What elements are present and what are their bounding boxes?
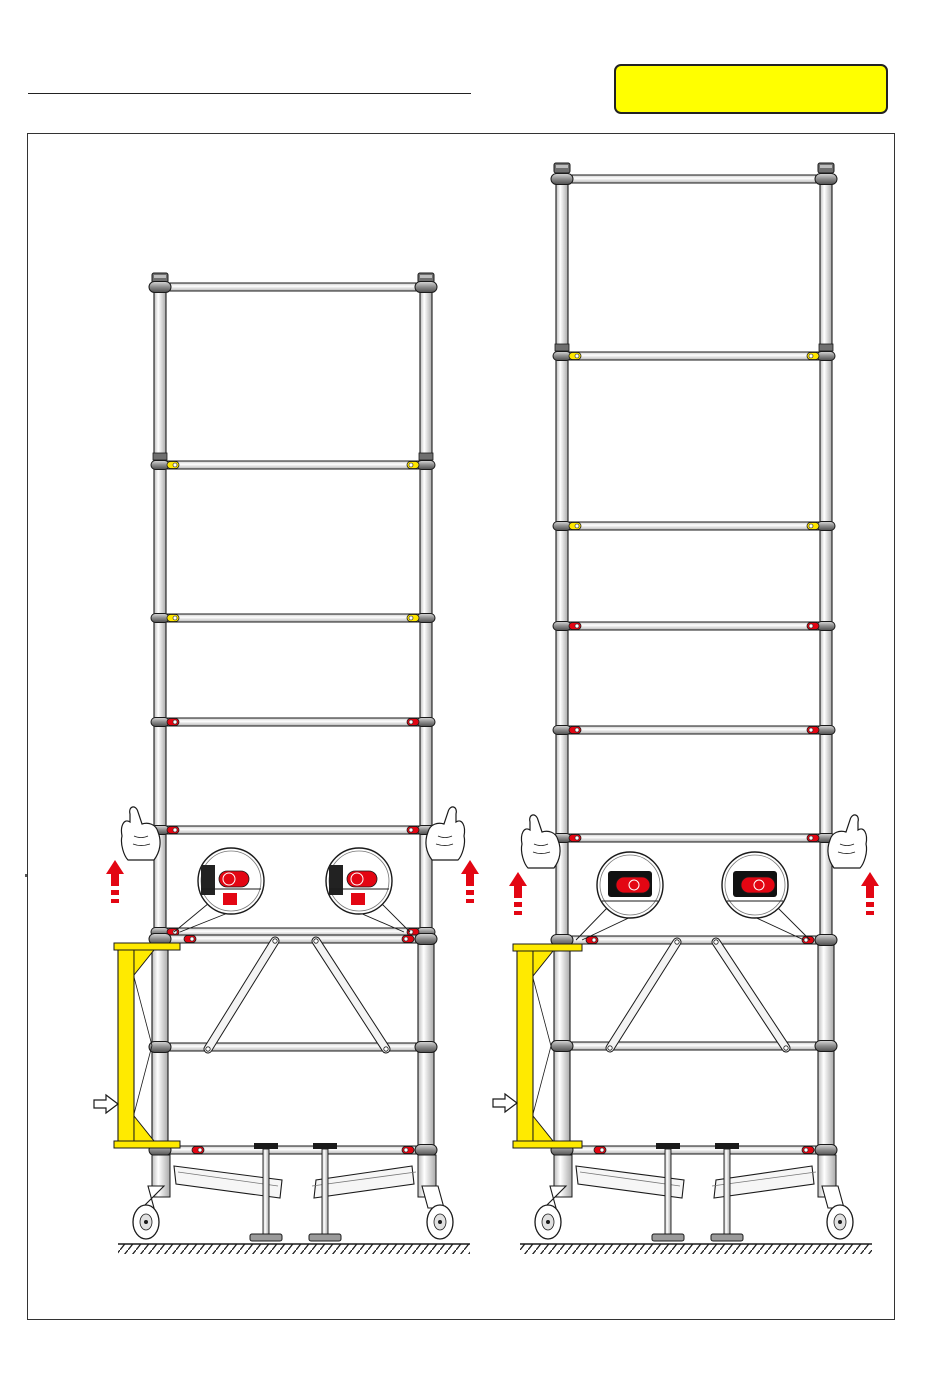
lift-arrow-icon <box>861 872 879 915</box>
stabilizer-top-plate <box>656 1143 680 1149</box>
rung-lock-pin <box>409 828 413 832</box>
lock-magnifier-icon <box>722 852 810 940</box>
rung-lock-pin <box>809 524 813 528</box>
rung-lock-pin <box>809 624 813 628</box>
tube-end-cap-highlight <box>420 275 432 278</box>
stabilizer-top-plate <box>254 1143 278 1149</box>
telescopic-collar <box>819 344 833 351</box>
lift-arrow-head <box>461 860 479 886</box>
rung <box>160 283 426 291</box>
stabilizer-foot-pad <box>309 1234 341 1241</box>
ground-hatching <box>520 1244 872 1254</box>
rung <box>160 461 426 469</box>
lift-arrow-dash <box>866 902 874 907</box>
rung-clamp <box>417 614 435 623</box>
rung <box>562 352 826 360</box>
telescopic-collar <box>555 344 569 351</box>
rung-clamp <box>149 1042 171 1053</box>
rung-clamp <box>553 352 571 361</box>
telescopic-collar <box>419 453 433 460</box>
rung <box>160 935 426 943</box>
rung <box>562 622 826 630</box>
ground-hatch-icon <box>520 1244 872 1254</box>
tube-end-cap-highlight <box>820 165 832 168</box>
hand-grip-icon <box>828 815 867 868</box>
stabilizer-screw <box>263 1149 269 1235</box>
brace-pivot <box>784 1046 788 1050</box>
rung-lock-pin <box>592 938 596 942</box>
rung-clamp <box>415 934 437 945</box>
rung-clamp <box>817 726 835 735</box>
rung-clamp <box>815 174 837 185</box>
lift-arrow-dash <box>466 890 474 895</box>
rung-clamp <box>151 614 169 623</box>
rung-lock-pin <box>173 828 177 832</box>
rung-clamp <box>415 1042 437 1053</box>
brace-pivot <box>314 939 318 943</box>
bracket-edge <box>533 978 551 1046</box>
rung-clamp <box>551 174 573 185</box>
lift-arrow-icon <box>461 860 479 903</box>
stabilizer-foot-pad <box>250 1234 282 1241</box>
stabilizer-screw <box>724 1149 730 1235</box>
ground-hatch-icon <box>118 1244 470 1254</box>
stabilizer-foot-pad <box>711 1234 743 1241</box>
rung-lock-pin <box>409 720 413 724</box>
detail-lock-tab <box>616 877 650 893</box>
brace-pivot <box>206 1047 210 1051</box>
caster-axle <box>438 1220 442 1224</box>
rung-clamp <box>149 282 171 293</box>
rung-clamp <box>817 522 835 531</box>
hand-outline <box>521 815 560 868</box>
stabilizer-screw <box>322 1149 328 1235</box>
brace-pivot <box>273 939 277 943</box>
rung-lock-pin <box>809 836 813 840</box>
rung-lock-pin <box>575 836 579 840</box>
brace-pivot <box>608 1046 612 1050</box>
lift-arrow-dash <box>514 911 522 915</box>
rung <box>562 726 826 734</box>
brace <box>316 941 386 1049</box>
rung-lock-pin <box>575 624 579 628</box>
bracket-bottom-arm <box>114 1141 180 1148</box>
lift-arrow-head <box>509 872 527 898</box>
detail-lock-lower <box>351 893 365 905</box>
rung-clamp <box>815 1145 837 1156</box>
push-arrow-icon <box>493 1094 517 1112</box>
rung-lock-pin <box>409 616 413 620</box>
rung-lock-pin <box>575 728 579 732</box>
upright-tube <box>556 172 568 940</box>
rung-lock-pin <box>809 728 813 732</box>
lift-arrow-dash <box>111 890 119 895</box>
rung-clamp <box>151 461 169 470</box>
rung <box>160 718 426 726</box>
rung-clamp <box>553 726 571 735</box>
rung <box>160 614 426 622</box>
lift-arrow-icon <box>106 860 124 903</box>
rung-lock-pin <box>404 937 408 941</box>
stabilizer-top-plate <box>715 1143 739 1149</box>
caster-wheel-icon <box>422 1186 453 1239</box>
rung <box>562 175 826 183</box>
tube-end-cap-highlight <box>556 165 568 168</box>
detail-lock-lower <box>223 893 237 905</box>
bracket-edge <box>134 977 152 1046</box>
rung-clamp <box>415 1145 437 1156</box>
caster-axle <box>546 1220 550 1224</box>
caster-axle <box>838 1220 842 1224</box>
brace-pivot <box>384 1047 388 1051</box>
stabilizer-screw <box>665 1149 671 1235</box>
rung-lock-pin <box>575 524 579 528</box>
rung-clamp <box>151 718 169 727</box>
stabilizer-top-plate <box>313 1143 337 1149</box>
lift-arrow-dash <box>866 911 874 915</box>
rung-lock-pin <box>190 937 194 941</box>
lock-magnifier-icon <box>576 852 663 940</box>
lift-arrow-dash <box>466 899 474 903</box>
caster-wheel-icon <box>822 1186 853 1239</box>
figure-right <box>493 163 879 1254</box>
detail-tube-section <box>329 865 343 895</box>
rung-lock-pin <box>575 354 579 358</box>
upright-tube <box>820 172 832 940</box>
hand-outline <box>828 815 867 868</box>
bracket-top-arm <box>114 943 180 950</box>
brace <box>610 942 677 1048</box>
bracket-edge <box>533 1046 551 1114</box>
diagonal-braces <box>608 940 788 1050</box>
diagonal-braces <box>206 939 388 1051</box>
detail-tube-section <box>201 865 215 895</box>
bracket-gusset <box>533 1116 553 1141</box>
bracket-bottom-arm <box>513 1141 582 1148</box>
telescopic-collar <box>153 453 167 460</box>
rung-clamp <box>551 1041 573 1052</box>
lift-arrow-head <box>861 872 879 898</box>
rung-lock-pin <box>804 938 808 942</box>
rung <box>562 522 826 530</box>
outrigger-arm <box>314 1166 414 1198</box>
rung-lock-pin <box>173 463 177 467</box>
rung-clamp <box>817 352 835 361</box>
rung-lock-pin <box>804 1148 808 1152</box>
rung-lock-pin <box>198 1148 202 1152</box>
rung-lock-pin <box>173 720 177 724</box>
lift-arrow-dash <box>111 899 119 903</box>
tube-end-cap-highlight <box>154 275 166 278</box>
rung-clamp <box>417 461 435 470</box>
rung-lock-pin <box>173 616 177 620</box>
rung-clamp <box>817 622 835 631</box>
bracket-gusset <box>533 951 553 976</box>
rung-clamp <box>415 282 437 293</box>
ground-hatching <box>118 1244 470 1254</box>
push-arrow-icon <box>94 1095 118 1113</box>
rung-clamp <box>553 522 571 531</box>
rung-clamp <box>417 718 435 727</box>
bracket-upright <box>517 948 533 1144</box>
bracket-gusset <box>134 1116 154 1141</box>
rung-lock-pin <box>404 1148 408 1152</box>
rung <box>562 834 826 842</box>
bracket-top-arm <box>513 944 582 951</box>
hand-grip-icon <box>521 815 560 868</box>
caster-axle <box>144 1220 148 1224</box>
brace <box>716 942 786 1048</box>
brace-pivot <box>714 940 718 944</box>
rung-clamp <box>815 935 837 946</box>
lock-magnifier-icon <box>326 848 410 932</box>
rung-lock-pin <box>809 354 813 358</box>
brace-pivot <box>675 940 679 944</box>
bracket-upright <box>118 947 134 1144</box>
detail-lock-tab <box>741 877 775 893</box>
figure-left <box>94 273 479 1254</box>
lift-arrow-dash <box>514 902 522 907</box>
rung <box>160 826 426 834</box>
brace <box>208 941 275 1049</box>
rung <box>562 936 826 944</box>
rung-clamp <box>815 1041 837 1052</box>
rung-clamp <box>553 622 571 631</box>
lift-arrow-icon <box>509 872 527 915</box>
lift-arrow-head <box>106 860 124 886</box>
rung-lock-pin <box>600 1148 604 1152</box>
stabilizer-foot-pad <box>652 1234 684 1241</box>
lock-magnifier-icon <box>174 848 264 932</box>
bracket-edge <box>134 1046 152 1115</box>
rung-lock-pin <box>409 463 413 467</box>
bracket-gusset <box>134 950 154 975</box>
